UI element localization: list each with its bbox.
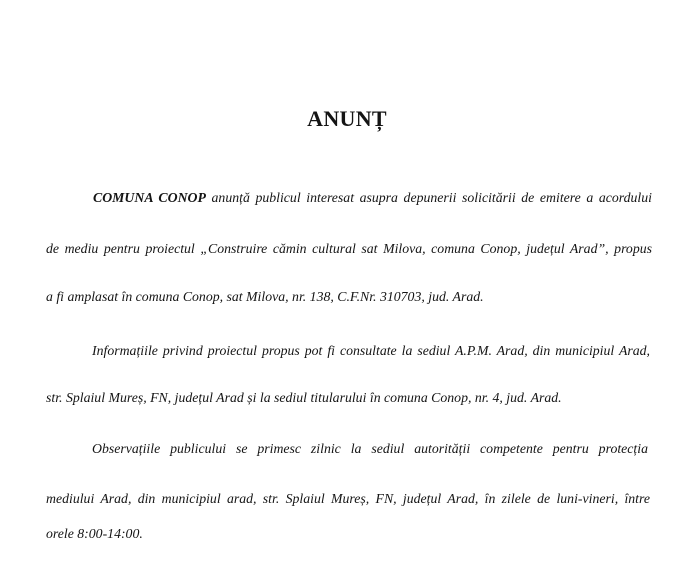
paragraph3-line2: mediului Arad, din municipiul arad, str. Splaiul Mureș, FN, județul Arad, în zilele de luni-vineri, între xyxy=(46,491,650,506)
paragraph1-line1-text: anunță publicul interesat asupra depunerii solicitării de emitere a acordului xyxy=(205,190,652,205)
document-title: ANUNȚ xyxy=(307,106,387,131)
paragraph1-lead: COMUNA CONOP xyxy=(93,190,206,205)
paragraph2-line2: str. Splaiul Mureș, FN, județul Arad și la sediul titularului în comuna Conop, nr. 4, jud. Arad. xyxy=(46,390,562,405)
paragraph1-line2: de mediu pentru proiectul „Construire cămin cultural sat Milova, comuna Conop, județul Arad”, propus xyxy=(46,241,652,256)
paragraph1-line1 xyxy=(93,189,652,207)
paragraph3-line3: orele 8:00-14:00. xyxy=(46,526,143,541)
paragraph2-line1: Informațiile privind proiectul propus pot fi consultate la sediul A.P.M. Arad, din municipiul Arad, xyxy=(92,343,650,358)
paragraph3-line1: Observațiile publicului se primesc zilnic la sediul autorității competente pentru protecția xyxy=(92,441,648,456)
paragraph1-line3: a fi amplasat în comuna Conop, sat Milova, nr. 138, C.F.Nr. 310703, jud. Arad. xyxy=(46,289,484,304)
